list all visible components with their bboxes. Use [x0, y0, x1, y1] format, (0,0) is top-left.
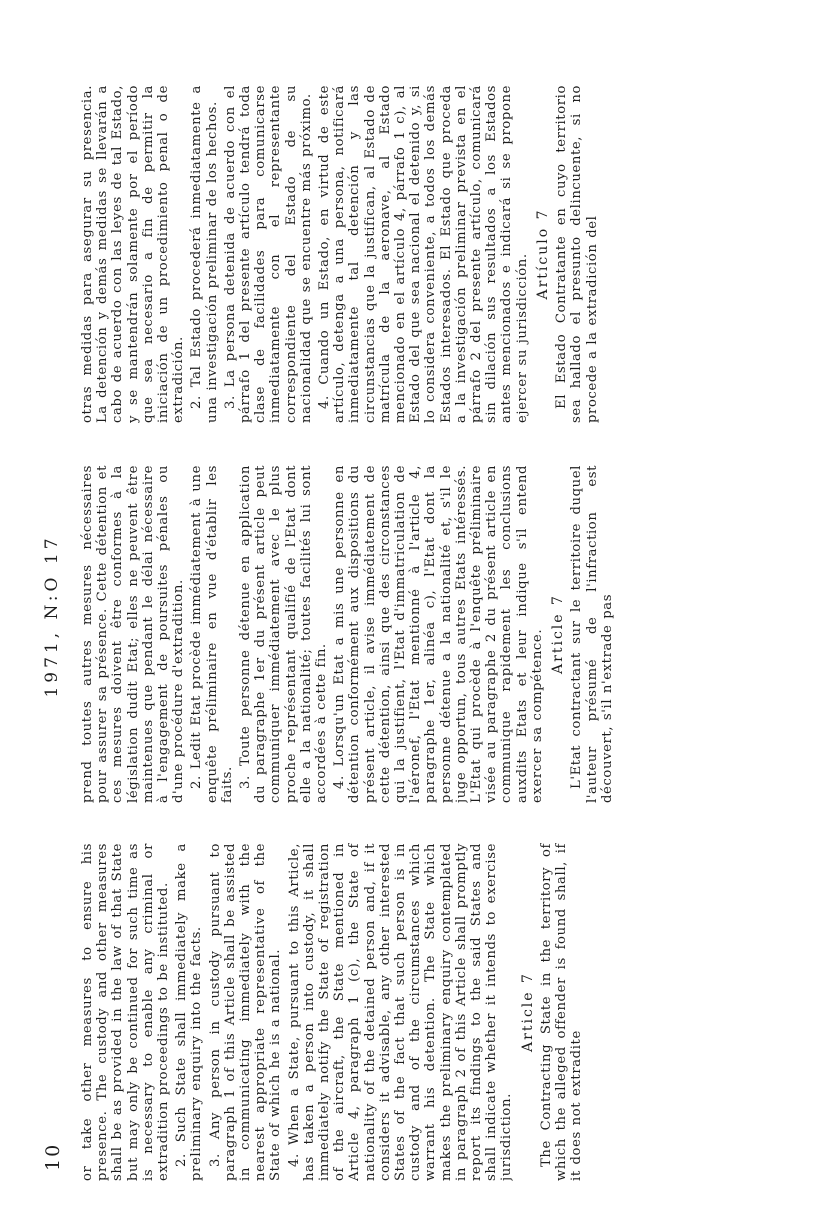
spanish-paragraph-5: El Estado Contratante en cuyo territorio sea hallado el presunto delincuente, si no procede a la extradición del — [554, 85, 600, 423]
spanish-column — [80, 85, 730, 423]
french-paragraph-5: L'Etat contractant sur le territoire duquel l'auteur présumé de l'infraction est découvert, s'il n'extrade pas — [569, 465, 615, 803]
english-paragraph-1: or take other measures to ensure his presence. The custody and other measures shall be as provided in the law of that State but may only be continued for such time as is necessary to enable any criminal or extradition proceedings to be instituted. — [80, 843, 172, 1181]
english-paragraph-2: 2. Such State shall immediately make a preliminary enquiry into the facts. — [174, 843, 205, 1181]
french-paragraph-2: 2. Ledit Etat procède immédiatement à une enquête préliminaire en vue d'établir les faits. — [189, 465, 235, 803]
running-head: 1971, N:O 17 — [42, 534, 62, 698]
english-paragraph-5: The Contracting State in the territory of which the alleged offender is found shall, if it does not extradite — [538, 843, 585, 1181]
spanish-paragraph-2: 2. Tal Estado procederá inmediatamente a una investigación preliminar de los hechos. — [189, 85, 220, 423]
spanish-article-heading: Artículo 7 — [534, 208, 551, 300]
french-article-heading: Article 7 — [550, 594, 567, 674]
english-paragraph-3: 3. Any person in custody pursuant to paragraph 1 of this Article shall be assisted in communicating immediately with the nearest appropriate representative of the State of which he is a national. — [207, 843, 284, 1181]
french-column — [80, 465, 730, 803]
page-number: 10 — [42, 1142, 64, 1171]
english-article-heading: Article 7 — [519, 972, 536, 1052]
spanish-paragraph-4: 4. Cuando un Estado, en virtud de este artículo, detenga a una persona, notificará inmediatamente tal detención y las circunstancias que la justifican, al Estado de matrícula de la aeronave, al Estado mencionado en el artículo 4, párrafo 1 c), al Estado del que sea nacional el detenido y, si lo considera conveniente, a todos los demás Estados interesados. El Estado que proceda a la investigación preliminar prevista en el párrafo 2 del presente artículo, comunicará sin dilación sus resultados a los Estados antes mencionados e indicará si se propone ejercer su jurisdicción. — [317, 85, 530, 423]
rotated-page-content — [42, 51, 742, 1181]
french-paragraph-1: prend toutes autres mesures nécessaires pour assurer sa présence. Cette détention et ces mesures doivent être conformes à la législation dudit Etat; elles ne peuvent être maintenues que pendant le délai nécessaire à l'engagement de poursuites pénales ou d'une procédure d'extradition. — [80, 465, 187, 803]
french-paragraph-4: 4. Lorsqu'un Etat a mis une personne en détention conformément aux dispositions du présent article, il avise immédiatement de cette détention, ainsi que des circonstances qui la justifient, l'Etat d'immatriculation de l'aéronef, l'Etat mentionné à l'article 4, paragraphe 1er, alinéa c), l'Etat dont la personne détenue a la nationalité et, s'il le juge opportun, tous autres Etats intéressés. L'Etat qui procède à l'enquête préliminaire visée au paragraphe 2 du présent article en communique rapidement les conclusions auxdits Etats et leur indique s'il entend exercer sa compétence. — [332, 465, 545, 803]
french-paragraph-3: 3. Toute personne détenue en application du paragraphe 1er du présent article peut communiquer immédiatement avec le plus proche représentant qualifié de l'Etat dont elle a la nationalité; toutes facilités lui sont accordées à cette fin. — [238, 465, 330, 803]
page-header — [42, 51, 72, 1181]
spanish-paragraph-1: otras medidas para asegurar su presencia. La detención y demás medidas se llevarán a cabo de acuerdo con las leyes de tal Estado, y se mantendrán solamente por el período que sea necesario a fin de permitir la iniciación de un procedimiento penal o de extradición. — [80, 85, 187, 423]
english-column — [80, 843, 730, 1181]
spanish-paragraph-3: 3. La persona detenida de acuerdo con el párrafo 1 del presente artículo tendrá toda clase de facilidades para comunicarse inmediatamente con el representante correspondiente del Estado de su nacionalidad que se encuentre más próximo. — [222, 85, 314, 423]
english-paragraph-4: 4. When a State, pursuant to this Article, has taken a person into custody, it shall immediately notify the State of registration of the aircraft, the State mentioned in Article 4, paragraph 1 (c), the State of nationality of the detained person and, if it considers it advisable, any other interested States of the fact that such person is in custody and of the circumstances which warrant his detention. The State which makes the preliminary enquiry contemplated in paragraph 2 of this Article shall promptly report its findings to the said States and shall indicate whether it intends to exercise jurisdiction. — [286, 843, 515, 1181]
